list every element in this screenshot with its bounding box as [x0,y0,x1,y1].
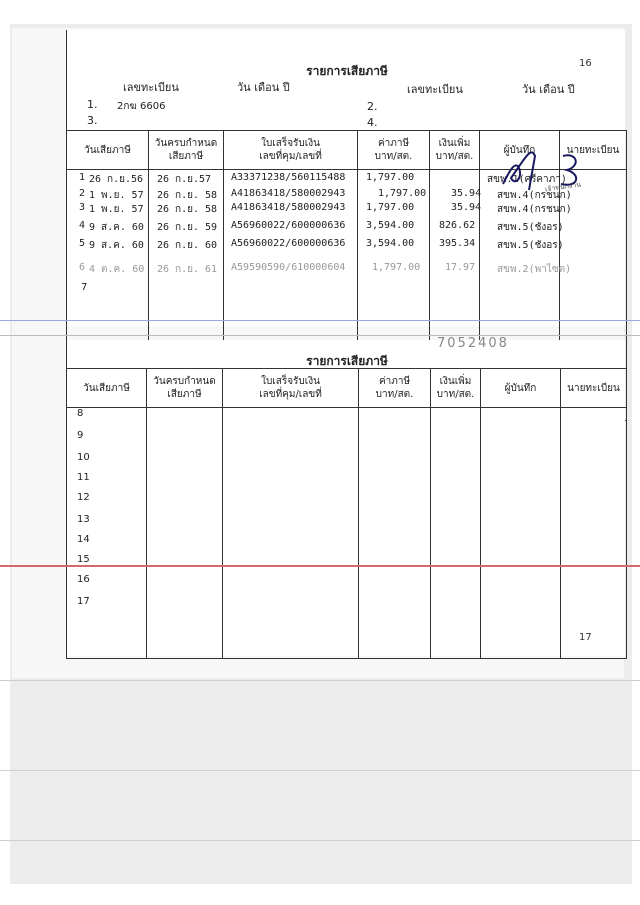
plate-label-left: เลขทะเบียน [123,81,179,94]
col-header-recorder: ผู้บันทึก [480,131,560,170]
recorder: สขพ.4(กรชนก) [497,190,572,201]
table-body [67,408,627,659]
scan-streak [0,840,640,841]
surcharge-amount: 35.94 [451,202,482,213]
row-number: 7 [81,282,88,293]
due-date: 26 ก.ย. 58 [157,190,218,201]
scan-streak [0,770,640,771]
scan-streak [0,680,640,681]
row-number: 5 [79,238,86,249]
plate-label-right: เลขทะเบียน [407,83,463,96]
paid-date: 26 ก.ย.56 [89,174,144,185]
col-header-receipt: ใบเสร็จรับเงิน เลขที่คุม/เลขที่ [223,369,359,408]
col-header-due-date: วันครบกำหนด เสียภาษี [149,131,224,170]
row-number: 14 [77,534,90,545]
row-number: 13 [77,514,90,525]
row-number: 11 [77,472,90,483]
receipt-number: A59590590/610000604 [231,262,346,273]
date-label-right: วัน เดือน ปี [522,83,575,96]
row-number: 17 [77,596,90,607]
tax-amount: 3,594.00 [366,220,415,231]
due-date: 26 ก.ย. 60 [157,240,218,251]
tax-record-page-16 [66,30,625,326]
col-header-registrar: นายทะเบียน [560,131,627,170]
row-number: 16 [77,574,90,585]
paid-date: 4 ต.ค. 60 [89,264,145,275]
due-date: 26 ก.ย. 61 [157,264,218,275]
col-header-surcharge: เงินเพิ่ม บาท/สต. [431,369,481,408]
row-number: 3 [79,202,86,213]
slot-number: 2. [367,100,378,113]
tax-amount: 1,797.00 [366,202,415,213]
col-header-due-date: วันครบกำหนด เสียภาษี [147,369,223,408]
tax-amount: 1,797.00 [378,188,427,199]
surcharge-amount: 826.62 [439,220,476,231]
paid-date: 1 พ.ย. 57 [89,190,144,201]
surcharge-amount: 395.34 [439,238,476,249]
col-header-paid-date: วันเสียภาษี [67,369,147,408]
row-number: 9 [77,430,84,441]
page-number: 16 [579,58,592,69]
table-header-row [67,369,627,408]
paid-date: 9 ส.ค. 60 [89,240,144,251]
surcharge-amount: 35.94 [451,188,482,199]
date-label-left: วัน เดือน ปี [237,81,290,94]
tax-amount: 3,594.00 [366,238,415,249]
due-date: 26 ก.ย. 58 [157,204,218,215]
slot-number: 1. [87,98,98,111]
scan-streak [0,335,640,336]
page-title: รายการเสียภาษี [306,354,388,368]
tax-amount: 1,797.00 [372,262,421,273]
tax-amount: 1,797.00 [366,172,415,183]
page-number: 17 [579,632,592,643]
col-header-receipt: ใบเสร็จรับเงิน เลขที่คุม/เลขที่ [224,131,358,170]
row-number: 6 [79,262,86,273]
receipt-number: A56960022/600000636 [231,220,346,231]
receipt-number: A41863418/580002943 [231,202,346,213]
col-header-recorder: ผู้บันทึก [481,369,561,408]
red-scan-line [0,565,640,567]
receipt-number: A56960022/600000636 [231,238,346,249]
paid-date: 1 พ.ย. 57 [89,204,144,215]
recorder: สขพ.2(พาไซต) [497,264,572,275]
recorder: สขพ.4(กรชนก) [497,204,572,215]
row-number: 15 [77,554,90,565]
receipt-number: A41863418/580002943 [231,188,346,199]
plate-number: 2กฆ 6606 [117,101,166,112]
row-number: 4 [79,220,86,231]
recorder: สขพ.5(ชังอร) [497,222,564,233]
official-stamp: เจ้าพนักงาน [544,180,582,194]
row-number: 10 [77,452,90,463]
tax-table [66,368,627,659]
row-number: 12 [77,492,90,503]
recorder: สขพ.1(ศรีคาภา) [487,174,567,185]
paid-date: 9 ส.ค. 60 [89,222,144,233]
row-number: 2 [79,188,86,199]
col-header-registrar: นายทะเบียน [561,369,627,408]
col-header-paid-date: วันเสียภาษี [67,131,149,170]
receipt-number: A33371238/560115488 [231,172,346,183]
slot-number: 4. [367,116,378,129]
col-header-surcharge: เงินเพิ่ม บาท/สต. [430,131,480,170]
row-number: 1 [79,172,86,183]
surcharge-amount: 17.97 [445,262,476,273]
due-date: 26 ก.ย.57 [157,174,212,185]
col-header-tax: ค่าภาษี บาท/สต. [359,369,431,408]
due-date: 26 ก.ย. 59 [157,222,218,233]
bleed-through-number: 7052408 [437,336,509,351]
recorder: สขพ.5(ชังอร) [497,240,564,251]
page-title: รายการเสียภาษี [306,64,388,78]
slot-number: 3. [87,114,98,127]
tax-record-page-17 [66,336,625,656]
signature-icon [485,138,595,198]
col-header-tax: ค่าภาษี บาท/สต. [358,131,430,170]
scan-streak [0,320,640,321]
row-number: 8 [77,408,84,419]
